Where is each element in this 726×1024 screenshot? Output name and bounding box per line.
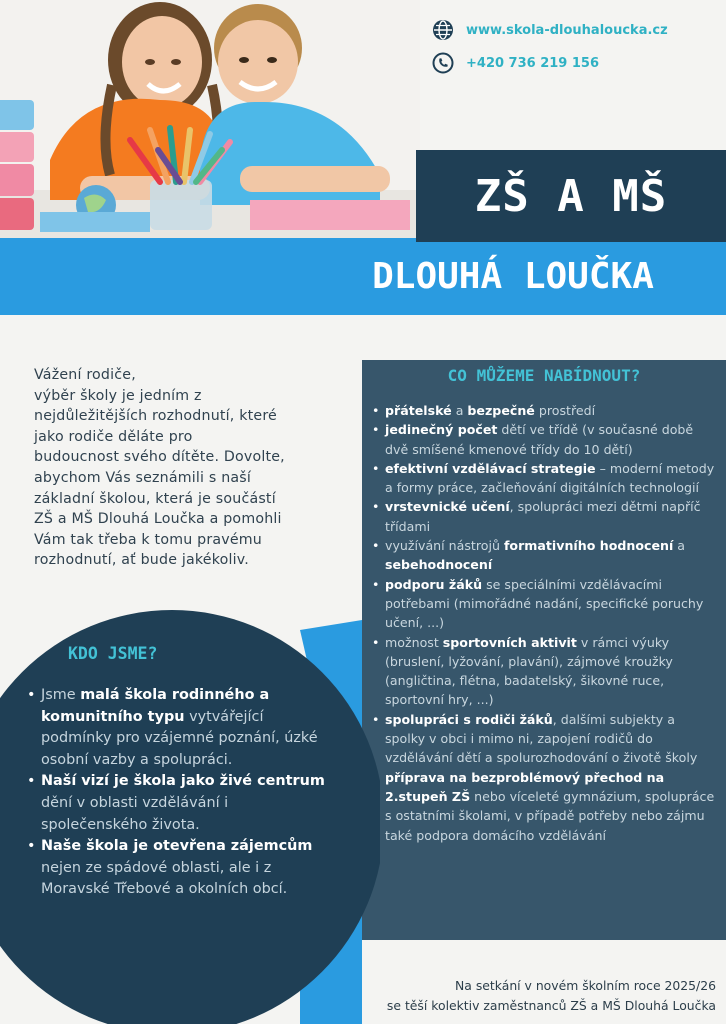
who-item-text: Jsme [41,687,81,703]
title-line-2: DLOUHÁ LOUČKA [372,256,654,297]
offer-item-text: sportovních aktivit [442,634,577,650]
offer-item-text: vrstevnické učení [385,499,510,515]
offer-item-text: přátelské [385,403,452,418]
intro-paragraph: Vážení rodiče, výběr školy je jedním z nejdůležitějších rozhodnutí, které jako rodiče děláte pro budoucnost svého dítěte. Dovolte, abychom Vás seznámili s naší základní školou, která je součástí ZŠ a MŠ Dlouhá Loučka a pomohli Vám tak třeba k tomu pravému rozhodnutí, ať bude jakékoliv. [34,367,285,569]
title-line-1: ZŠ A MŠ [416,150,726,242]
offer-item-text: efektivní vzdělávací strategie [385,460,596,476]
offer-item-text: jedinečný počet [385,422,498,438]
offer-item [371,420,716,459]
offer-item [371,575,716,633]
who-item-text: vytvářející podmínky pro vzájemné poznání, úzké osobní vazby a spolupráci. [41,708,318,768]
offer-item-text: prostředí [534,403,596,418]
offer-item-text: dětí ve třídě (v současné době dvě smíšené kmenové třídy do 10 dětí) [385,422,694,457]
offer-item [371,536,716,575]
who-item-text: Naší vizí je škola jako živé centrum [41,773,325,790]
offer-item-text: podporu žáků [385,576,483,592]
offer-item-text: a [673,538,686,554]
offer-item-text: sebehodnocení [385,557,493,573]
footer-note [330,976,716,1016]
footer-line-2: se těší kolektiv zaměstnanců ZŠ a MŠ Dlouhá Loučka [386,998,716,1013]
offer-item-text: možnost [385,634,443,650]
offer-item [371,401,716,420]
who-item-text: nejen ze spádové oblasti, ale i z Moravské Třebové a okolních obcí. [41,859,288,898]
offer-item-text: , dalšími subjekty a spolky v obci i mimo ni, zapojení rodičů do vzdělávání dětí a spolurozhodování o životě školy [385,711,698,766]
phone-text[interactable]: +420 736 219 156 [466,55,600,71]
offer-item [371,459,716,498]
offer-item-text: v rámci výuky (bruslení, lyžování, plavání), zájmové kroužky (angličtina, flétna, badatelský, šikovné ruce, sportovní hry, ...) [385,634,673,708]
children-photo [0,0,420,238]
who-item-text: malá škola rodinného a komunitního typu [41,687,270,725]
offer-heading: CO MŮŽEME NABÍDNOUT? [447,366,641,385]
globe-icon [432,19,454,41]
offer-item-text: , spolupráci mezi dětmi napříč třídami [385,499,701,534]
website-text[interactable]: www.skola-dlouhaloucka.cz [466,22,668,38]
offer-item-text: příprava na bezproblémový přechod na 2.stupeň ZŠ [385,769,665,804]
offer-item-text: nebo víceleté gymnázium, spolupráce s ostatními školami, v případě potřeby nebo zájmu také podpora domácího vzdělávání [385,788,715,843]
phone-icon [432,52,454,74]
offer-item-text: formativního hodnocení [503,538,674,554]
who-item [26,771,326,836]
offer-item-text: a [451,403,468,418]
offer-item [371,768,716,845]
offer-item-text: bezpečné [467,403,535,418]
offer-item-text: se speciálními vzdělávacími potřebami (mimořádné nadání, specifické poruchy učení, ...) [385,576,704,631]
who-heading: KDO JSME? [68,644,158,663]
offer-item-text: využívání nástrojů [385,538,504,554]
who-list [26,685,326,901]
offer-item-text: – moderní metody a formy práce, začleňování digitálních technologií [385,460,715,496]
offer-item [371,497,716,536]
phone-contact[interactable] [432,50,599,76]
who-item-text: Naše škola je otevřena zájemcům [41,838,313,855]
footer-line-1: Na setkání v novém školním roce 2025/26 [455,978,716,993]
website-contact[interactable] [432,17,668,43]
who-item-text: dění v oblasti vzdělávání i společenského života. [41,794,229,833]
offer-list [371,401,716,845]
decorative-wedge [0,315,726,360]
offer-item [371,710,716,768]
offer-item [371,633,716,710]
offer-item-text: spolupráci s rodiči žáků [385,711,553,727]
who-item [26,836,326,901]
who-item [26,685,326,771]
